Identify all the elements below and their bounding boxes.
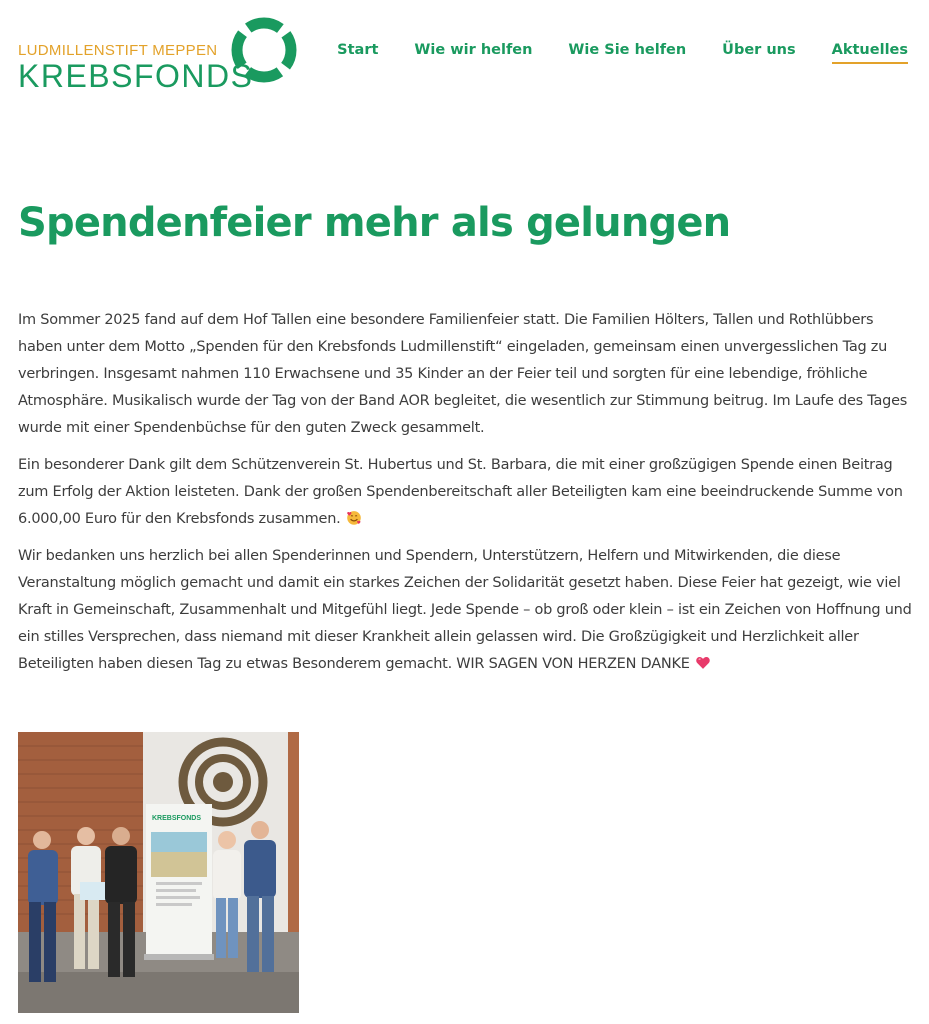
donation-photo-image: [18, 732, 299, 1013]
donation-photo: [18, 732, 299, 1013]
article-paragraph-3: Wir bedanken uns herzlich bei allen Spenderinnen und Spendern, Unterstützern, Helfern und Mitwirkenden, die diese Veranstaltung möglich gemacht und damit ein starkes Zeichen der Solidarität gesetzt haben. Diese Feier hat gezeigt, wie viel Kraft in Gemeinschaft, Zusammenhalt und Mitgefühl liegt. Jede Spende – ob groß oder klein – ist ein Zeichen von Hoffnung und ein stilles Versprechen, dass niemand mit dieser Krankheit allein gelassen wird. Die Großzügigkeit und Herzlichkeit aller Beteiligten haben diesen Tag zu etwas Besonderem gemacht. WIR SAGEN VON HERZEN DANKE: [18, 548, 912, 672]
nav-ueber-uns[interactable]: Über uns: [722, 42, 796, 58]
nav-start[interactable]: Start: [337, 42, 379, 58]
article-paragraph-2: Ein besonderer Dank gilt dem Schützenverein St. Hubertus und St. Barbara, die mit einer großzügigen Spende einen Beitrag zum Erfolg der Aktion leisteten. Dank der großen Spendenbereitschaft aller Beteiligten kam eine beeindruckende Summe von 6.000,00 Euro für den Krebsfonds zusammen.: [18, 457, 903, 527]
logo-subtitle: LUDMILLENSTIFT MEPPEN: [18, 42, 218, 59]
nav-wie-wir-helfen[interactable]: Wie wir helfen: [414, 42, 533, 58]
page-title: Spendenfeier mehr als gelungen: [18, 200, 731, 246]
logo-title: KREBSFONDS: [18, 58, 254, 94]
logo-ring-icon: [229, 15, 299, 85]
main-nav: [301, 42, 908, 64]
site-header: [0, 0, 929, 110]
article-body: [18, 307, 912, 688]
nav-wie-sie-helfen[interactable]: Wie Sie helfen: [568, 42, 687, 58]
heart-icon: [694, 654, 712, 671]
banner-text: KREBSFONDS: [152, 815, 202, 822]
smiling-face-with-hearts-icon: [345, 509, 363, 526]
nav-aktuelles[interactable]: Aktuelles: [832, 42, 908, 64]
site-logo[interactable]: [18, 14, 303, 94]
article-paragraph-1: Im Sommer 2025 fand auf dem Hof Tallen eine besondere Familienfeier statt. Die Familien Hölters, Tallen und Rothlübbers haben unter dem Motto „Spenden für den Krebsfonds Ludmillenstift“ eingeladen, gemeinsam einen unvergesslichen Tag zu verbringen. Insgesamt nahmen 110 Erwachsene und 35 Kinder an der Feier teil und sorgten für eine lebendige, fröhliche Atmosphäre. Musikalisch wurde der Tag von der Band AOR begleitet, die wesentlich zur Stimmung beitrug. Im Laufe des Tages wurde mit einer Spendenbüchse für den guten Zweck gesammelt.: [18, 312, 908, 436]
